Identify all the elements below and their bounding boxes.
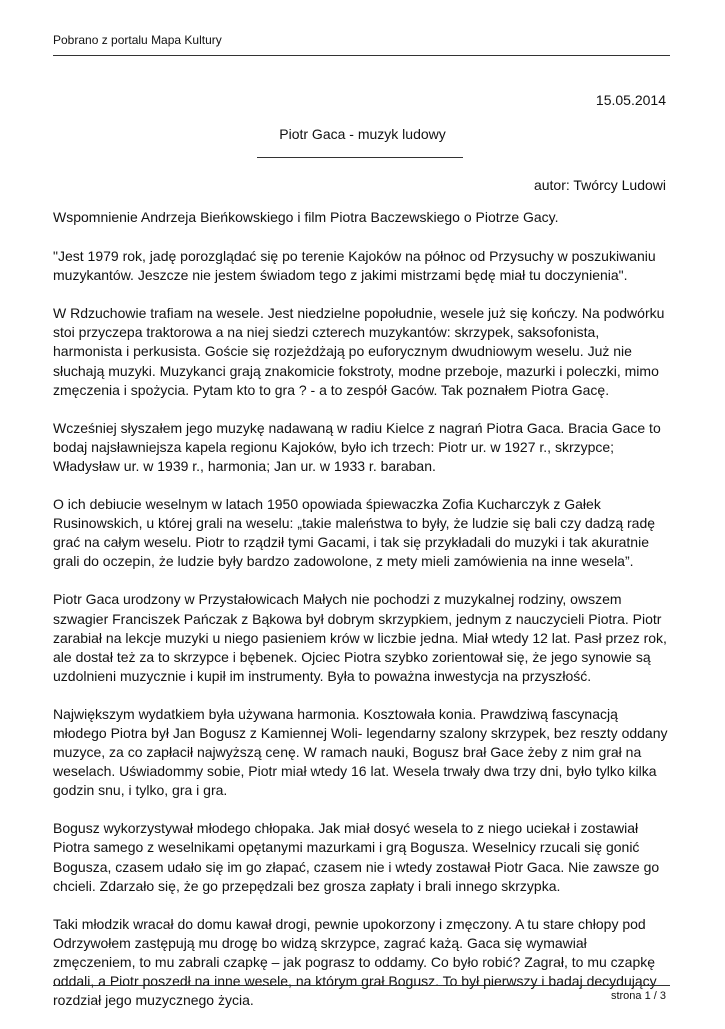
document-title: Piotr Gaca - muzyk ludowy	[279, 126, 446, 142]
paragraph: Taki młodzik wracał do domu kawał drogi, pewnie upokorzony i zmęczony. A tu stare chłopy pod Odrzywołem zastępują mu drogę bo widzą skrzypce, zagrać każą. Gaca się wymawiał zmęczeniem, to mu zabrali czapkę – jak pograsz to oddamy. Co było robić? Zagrał, to mu czapkę oddali, a Piotr poszedł na inne wesele, na którym grał Bogusz. To był pierwszy i badaj decydujący rozdział jego muzycznego życia.	[53, 915, 657, 1009]
paragraph: Wcześniej słyszałem jego muzykę nadawaną w radiu Kielce z nagrań Piotra Gaca. Bracia Gace to bodaj najsławniejsza kapela regionu Kajoków, było ich trzech: Piotr ur. w 1927 r., skrzypce; Władysław ur. w 1939 r., harmonia; Jan ur. w 1933 r. baraban.	[53, 419, 661, 474]
paragraph: O ich debiucie weselnym w latach 1950 opowiada śpiewaczka Zofia Kucharczyk z Gałek Rusinowskich, u której grali na weselu: „takie maleństwa to były, że ludzie się bali czy dadzą radę grać na całym weselu. Piotr to rządził tymi Gacami, i tak się przykładali do muzyki i tak akuratnie grali do oczepin, że ludzie były bardzo zadowolone, z mety mieli zamówienia na inne wesela”.	[53, 496, 656, 570]
paragraph: Największym wydatkiem była używana harmonia. Kosztowała konia. Prawdziwą fascynacją młodego Piotra był Jan Bogusz z Kamiennej Woli- legendarny szalony skrzypek, bez reszty oddany muzyce, za co zapłacił najwyższą cenę. W ramach nauki, Bogusz brał Gace żeby z nim grał na weselach. Uświadommy sobie, Piotr miał wtedy 16 lat. Wesela trwały dwa trzy dni, było tylko kilka godzin snu, i tylko, gra i gra.	[53, 705, 668, 799]
paragraph: Bogusz wykorzystywał młodego chłopaka. Jak miał dosyć wesela to z niego uciekał i zostawiał Piotra samego z weselnikami opętanymi mazurkami i grą Bogusza. Weselnicy rzucali się gonić Bogusza, czasem udało się im go złapać, czasem nie i wtedy zostawał Piotr Gaca. Nie zawsze go chcieli. Zdarzało się, że go przepędzali bez grosza zapłaty i brali innego skrzypka.	[53, 820, 660, 894]
page-number: strona 1 / 3	[610, 990, 666, 1002]
paragraph: "Jest 1979 rok, jadę porozglądać się po terenie Kajoków na północ od Przysuchy w poszukiwaniu muzykantów. Jeszcze nie jestem świadom tego z jakimi mistrzami będę miał tu doczynienia".	[53, 248, 656, 284]
footer-divider	[53, 985, 670, 986]
header-divider	[53, 55, 670, 56]
title-underline	[257, 157, 463, 158]
header-source-text: Pobrano z portalu Mapa Kultury	[53, 33, 222, 47]
document-body	[53, 208, 669, 1029]
document-author: autor: Twórcy Ludowi	[533, 177, 666, 193]
document-date: 15.05.2014	[595, 92, 666, 108]
paragraph: W Rdzuchowie trafiam na wesele. Jest niedzielne popołudnie, wesele już się kończy. Na podwórku stoi przyczepa traktorowa a na niej siedzi czterech muzykantów: skrzypek, saksofonista, harmonista i perkusista. Goście się rozjeżdżają po euforycznym dwudniowym weselu. Już nie słuchają muzyki. Muzykanci grają znakomicie fokstroty, modne przeboje, mazurki i poleczki, mimo zmęczenia i spożycia. Pytam kto to gra ? - a to zespół Gaców. Tak poznałem Piotra Gacę.	[53, 305, 665, 398]
paragraph: Wspomnienie Andrzeja Bieńkowskiego i film Piotra Baczewskiego o Piotrze Gacy.	[53, 209, 559, 225]
paragraph: Piotr Gaca urodzony w Przystałowicach Małych nie pochodzi z muzykalnej rodziny, owszem szwagier Franciszek Pańczak z Bąkowa był dobrym skrzypkiem, jednym z nauczycieli Piotra. Piotr zarabiał na lekcje muzyki u niego pasieniem krów w liczbie jedna. Miał wtedy 12 lat. Pasł przez rok, ale dostał też za to skrzypce i bębenek. Ojciec Piotra szybko zorientował się, że jego synowie są uzdolnieni muzycznie i kupił im instrumenty. Była to poważna inwestycja na przyszłość.	[53, 591, 667, 684]
